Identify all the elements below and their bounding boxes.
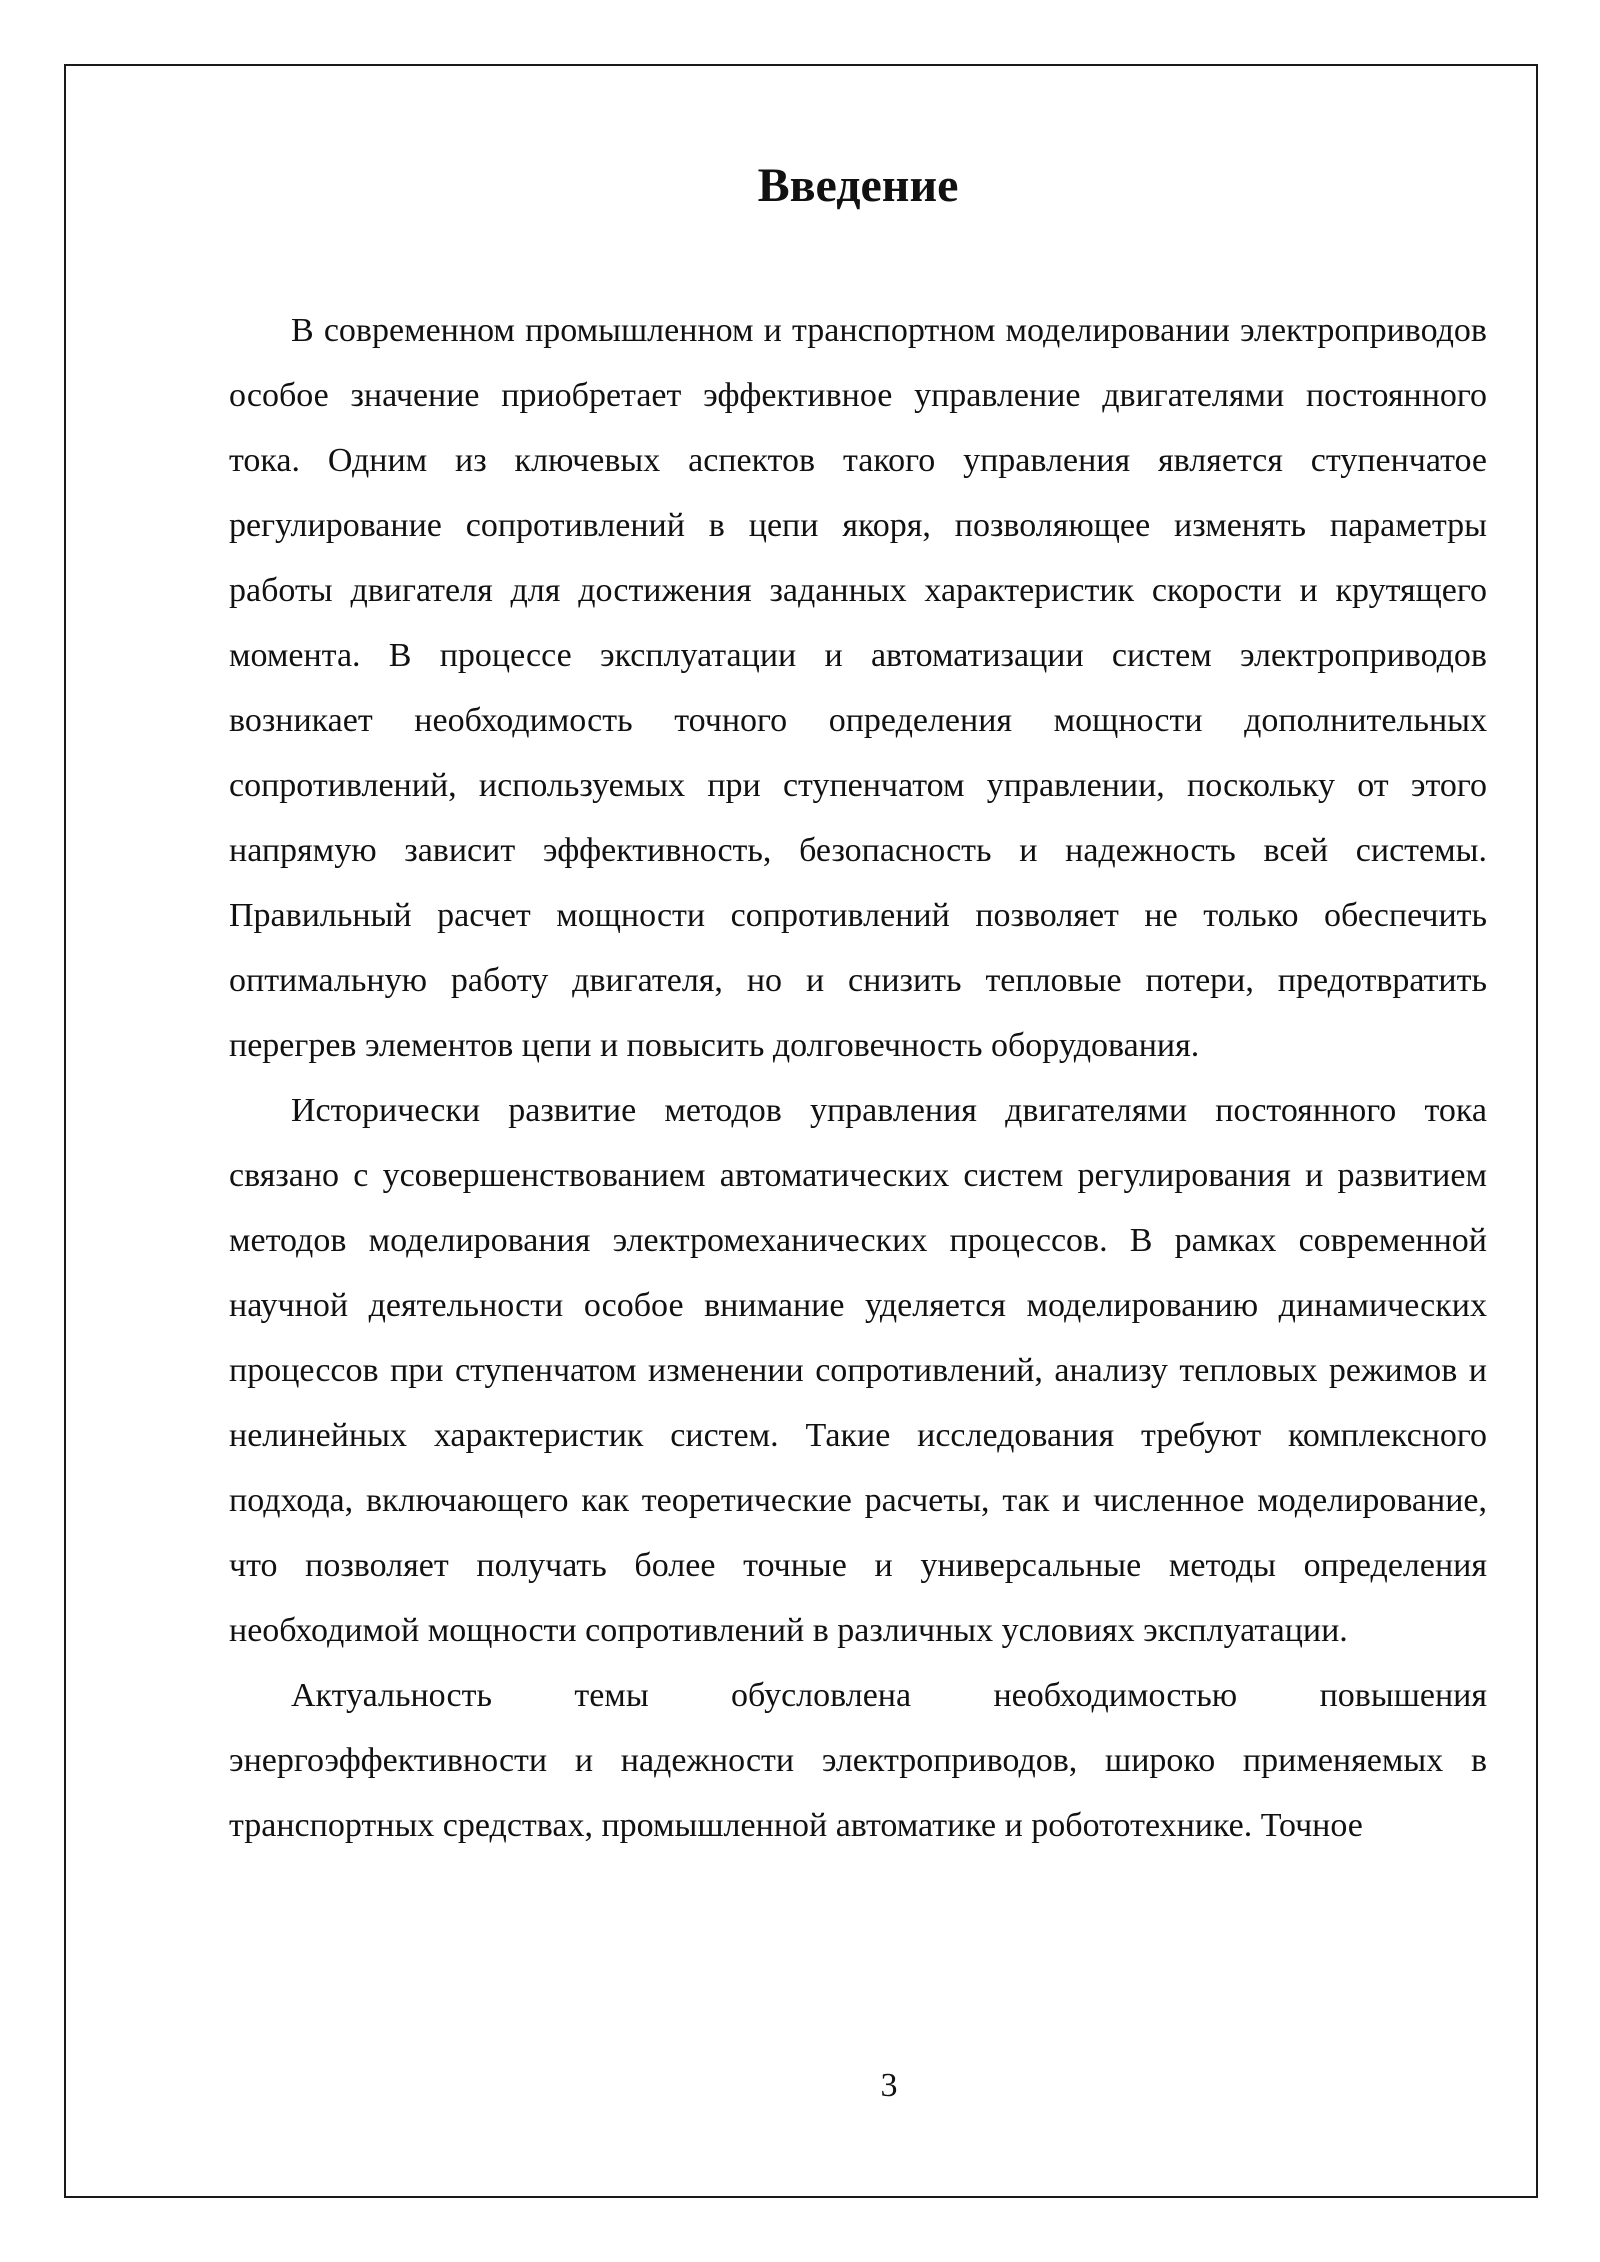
- page-title: Введение: [757, 159, 959, 212]
- paragraph-relevance: Актуальность темы обусловлена необходимостью повышения энергоэффективности и надежности электроприводов, широко применяемых в транспортных средствах, промышленной автоматике и робототехнике. Точное: [229, 1677, 1487, 1844]
- paragraph-history: Исторически развитие методов управления двигателями постоянного тока связано с усовершенствованием автоматических систем регулирования и развитием методов моделирования электромеханических процессов. В рамках современной научной деятельности особое внимание уделяется моделированию динамических процессов при ступенчатом изменении сопротивлений, анализу тепловых режимов и нелинейных характеристик систем. Такие исследования требуют комплексного подхода, включающего как теоретические расчеты, так и численное моделирование, что позволяет получать более точные и универсальные методы определения необходимой мощности сопротивлений в различных условиях эксплуатации.: [229, 1092, 1487, 1649]
- paragraph-intro: В современном промышленном и транспортном моделировании электроприводов особое значение приобретает эффективное управление двигателями постоянного тока. Одним из ключевых аспектов такого управления является ступенчатое регулирование сопротивлений в цепи якоря, позволяющее изменять параметры работы двигателя для достижения заданных характеристик скорости и крутящего момента. В процессе эксплуатации и автоматизации систем электроприводов возникает необходимость точного определения мощности дополнительных сопротивлений, используемых при ступенчатом управлении, поскольку от этого напрямую зависит эффективность, безопасность и надежность всей системы. Правильный расчет мощности сопротивлений позволяет не только обеспечить оптимальную работу двигателя, но и снизить тепловые потери, предотвратить перегрев элементов цепи и повысить долговечность оборудования.: [229, 312, 1487, 1064]
- page-content: [229, 150, 1487, 1858]
- page-number: 3: [880, 2067, 898, 2104]
- body-text: [229, 298, 1487, 1858]
